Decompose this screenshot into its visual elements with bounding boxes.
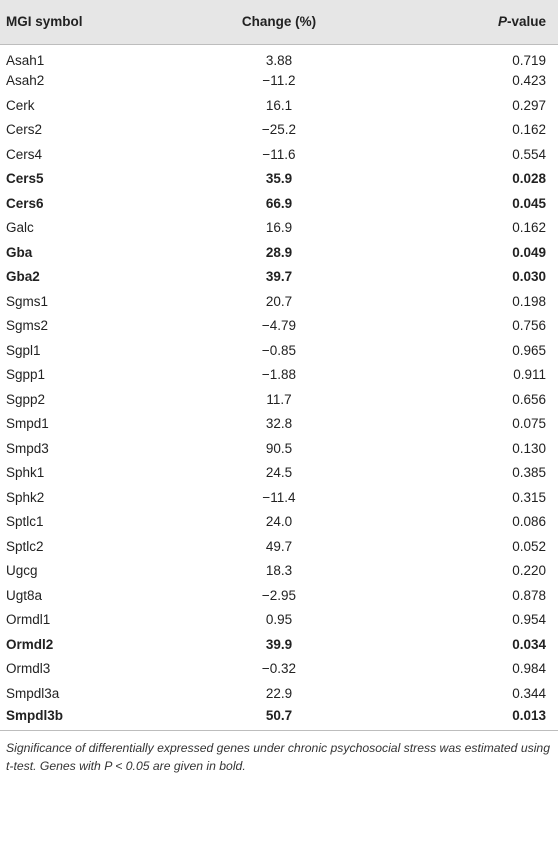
cell-mgi-symbol: Smpd3 [6, 440, 49, 456]
cell-mgi-symbol: Sphk1 [6, 465, 45, 481]
header-change-percent: Change (%) [186, 0, 372, 44]
table-row [0, 583, 558, 608]
table-row [0, 387, 558, 412]
cell-change-percent: 49.7 [265, 538, 293, 554]
cell-change-percent: 20.7 [265, 293, 293, 309]
cell-mgi-symbol: Ormdl3 [6, 661, 51, 677]
cell-change-percent: −11.4 [262, 489, 296, 505]
cell-mgi-symbol: Ugt8a [6, 587, 43, 603]
cell-mgi-symbol: Ugcg [6, 563, 38, 579]
table-row [0, 412, 558, 437]
table-row [0, 534, 558, 559]
cell-change-percent: 39.9 [265, 636, 293, 652]
cell-change-percent: −0.85 [261, 342, 297, 358]
cell-change-percent: −2.95 [261, 587, 297, 603]
cell-change-percent: 28.9 [265, 244, 293, 260]
cell-p-value: 0.315 [512, 489, 546, 505]
header-p-rest: -value [506, 14, 546, 30]
cell-p-value: 0.719 [512, 53, 546, 68]
table-row [0, 706, 558, 731]
cell-change-percent: 90.5 [265, 440, 293, 456]
cell-mgi-symbol: Cers2 [6, 122, 43, 138]
cell-change-percent: −11.2 [262, 73, 296, 89]
cell-change-percent: 50.7 [186, 706, 372, 731]
cell-mgi-symbol: Sptlc2 [6, 538, 44, 554]
table-body [0, 44, 558, 730]
cell-mgi-symbol: Sgpp1 [6, 367, 46, 383]
table-row [0, 461, 558, 486]
cell-change-percent: 24.0 [265, 514, 293, 530]
cell-mgi-symbol: Asah2 [6, 73, 45, 89]
cell-mgi-symbol: Sgms1 [6, 293, 49, 309]
cell-p-value: 0.075 [512, 416, 546, 432]
cell-mgi-symbol: Sgms2 [6, 318, 49, 334]
cell-p-value: 0.954 [512, 612, 546, 628]
cell-change-percent: 32.8 [265, 416, 293, 432]
table-row [0, 69, 558, 94]
table-row [0, 240, 558, 265]
cell-mgi-symbol: Sphk2 [6, 489, 45, 505]
cell-p-value: 0.198 [512, 293, 546, 309]
table-row [0, 265, 558, 290]
table-row [0, 167, 558, 192]
table-row [0, 485, 558, 510]
table-row [0, 559, 558, 584]
cell-change-percent: 18.3 [265, 563, 293, 579]
cell-p-value: 0.911 [513, 367, 546, 383]
cell-p-value: 0.423 [512, 73, 546, 89]
cell-change-percent: −4.79 [261, 318, 297, 334]
cell-change-percent: 24.5 [265, 465, 293, 481]
table-row [0, 314, 558, 339]
cell-change-percent: 35.9 [265, 171, 293, 187]
table-row [0, 608, 558, 633]
cell-p-value: 0.086 [512, 514, 546, 530]
cell-mgi-symbol: Sgpl1 [6, 342, 41, 358]
cell-p-value: 0.030 [512, 269, 546, 285]
cell-change-percent: 22.9 [265, 685, 293, 701]
header-p-italic: P [497, 14, 507, 30]
header-mgi-symbol: MGI symbol [0, 0, 186, 44]
cell-p-value: 0.162 [512, 220, 546, 236]
cell-change-percent: 66.9 [265, 195, 293, 211]
cell-p-value: 0.878 [512, 587, 546, 603]
table-row [0, 93, 558, 118]
table-row [0, 191, 558, 216]
cell-p-value: 0.045 [512, 195, 546, 211]
table-row [0, 436, 558, 461]
cell-mgi-symbol: Cers6 [6, 195, 44, 211]
cell-mgi-symbol: Sgpp2 [6, 391, 46, 407]
table-row [0, 44, 558, 69]
cell-mgi-symbol: Gba [6, 244, 33, 260]
cell-p-value: 0.013 [372, 706, 558, 731]
table-header [0, 0, 558, 44]
cell-p-value: 0.034 [512, 636, 546, 652]
header-p-value [372, 0, 558, 44]
table-row [0, 681, 558, 706]
cell-change-percent: −11.6 [262, 146, 296, 162]
cell-change-percent: −25.2 [261, 122, 297, 138]
cell-p-value: 0.220 [512, 563, 546, 579]
cell-mgi-symbol: Smpdl3a [6, 685, 60, 701]
table-row [0, 216, 558, 241]
cell-mgi-symbol: Gba2 [6, 269, 40, 285]
cell-p-value: 0.028 [512, 171, 546, 187]
cell-p-value: 0.162 [512, 122, 546, 138]
cell-change-percent: 16.9 [265, 220, 293, 236]
cell-p-value: 0.344 [512, 685, 546, 701]
cell-change-percent: 39.7 [265, 269, 293, 285]
cell-p-value: 0.052 [512, 538, 546, 554]
cell-change-percent: −0.32 [261, 661, 297, 677]
cell-p-value: 0.756 [512, 318, 546, 334]
cell-p-value: 0.049 [512, 244, 546, 260]
cell-p-value: 0.656 [512, 391, 546, 407]
cell-change-percent: 3.88 [265, 53, 293, 68]
cell-mgi-symbol: Ormdl2 [6, 636, 54, 652]
cell-mgi-symbol: Smpdl3b [0, 706, 186, 731]
cell-change-percent: 0.95 [265, 612, 293, 628]
cell-mgi-symbol: Sptlc1 [6, 514, 44, 530]
cell-mgi-symbol: Galc [6, 220, 34, 236]
cell-mgi-symbol: Cerk [6, 97, 35, 113]
cell-mgi-symbol: Cers4 [6, 146, 43, 162]
table-row [0, 363, 558, 388]
cell-p-value: 0.984 [512, 661, 546, 677]
cell-mgi-symbol: Smpd1 [6, 416, 49, 432]
table-row [0, 338, 558, 363]
table-row [0, 510, 558, 535]
cell-mgi-symbol: Cers5 [6, 171, 44, 187]
cell-change-percent: 16.1 [265, 97, 293, 113]
table-row [0, 142, 558, 167]
cell-p-value: 0.130 [512, 440, 546, 456]
cell-p-value: 0.385 [512, 465, 546, 481]
header-row [0, 0, 558, 44]
cell-p-value: 0.554 [512, 146, 546, 162]
cell-p-value: 0.965 [512, 342, 546, 358]
table-row [0, 118, 558, 143]
table-row [0, 632, 558, 657]
table-row [0, 657, 558, 682]
cell-mgi-symbol: Asah1 [6, 53, 45, 68]
table-row [0, 289, 558, 314]
cell-change-percent: 11.7 [266, 391, 292, 407]
cell-mgi-symbol: Ormdl1 [6, 612, 51, 628]
table-footnote: Significance of differentially expressed genes under chronic psychosocial stress was estimated using t-test. Genes with P < 0.05 are given in bold. [6, 740, 550, 773]
cell-p-value: 0.297 [512, 97, 546, 113]
cell-change-percent: −1.88 [261, 367, 297, 383]
